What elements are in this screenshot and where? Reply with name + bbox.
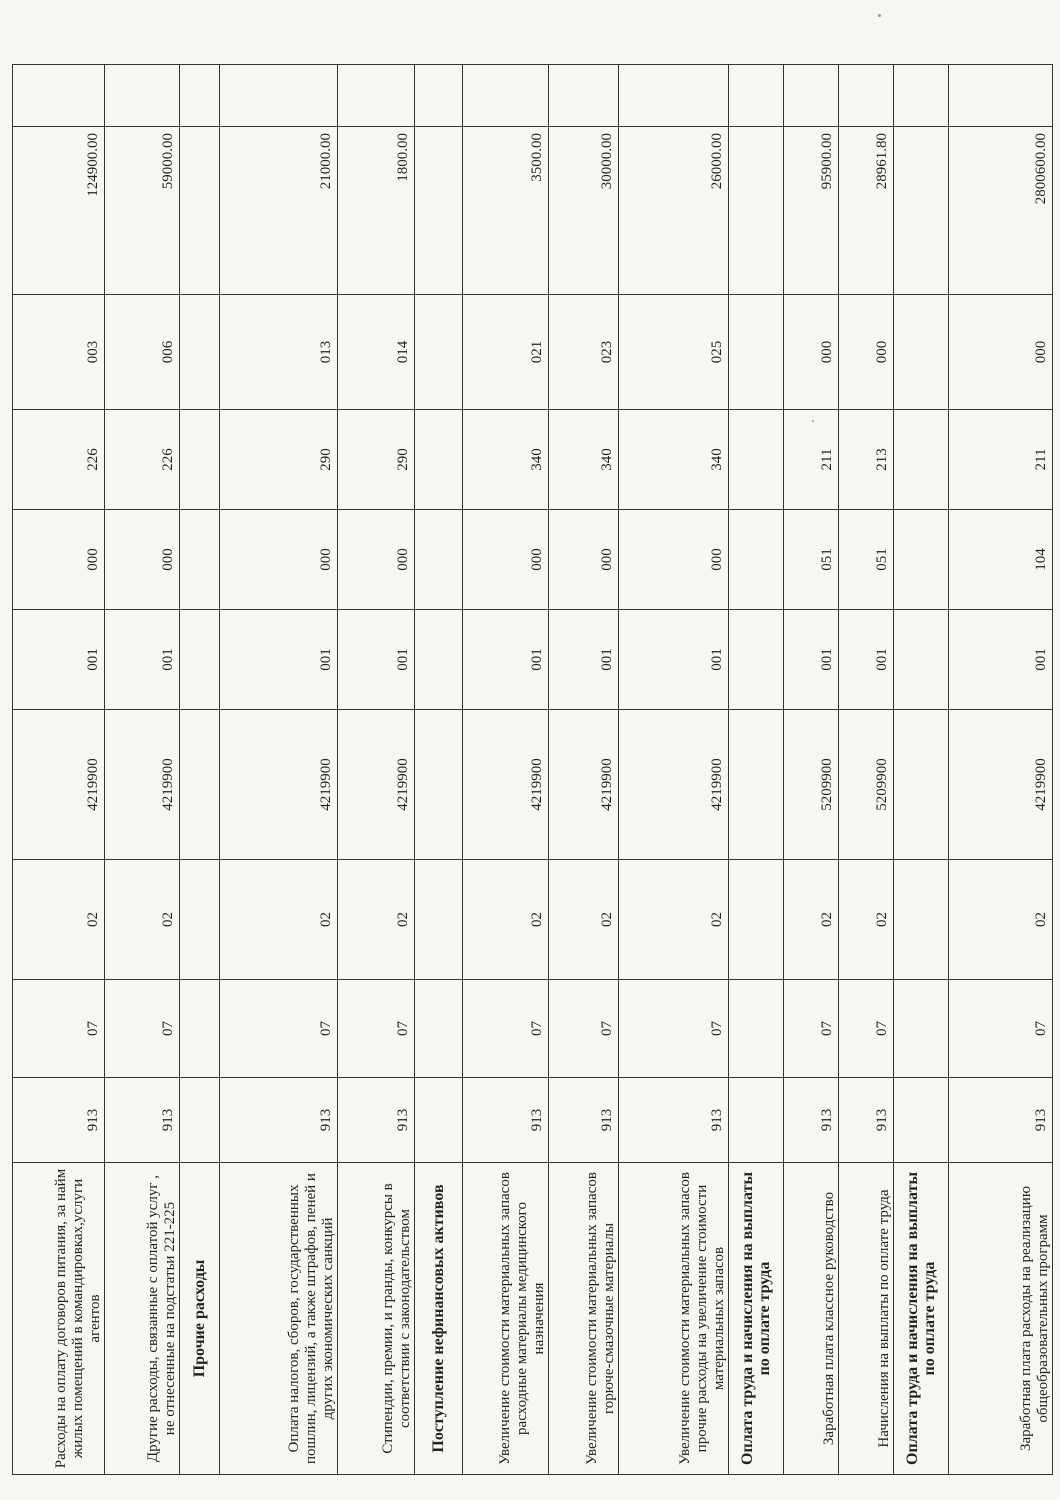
cell-empty bbox=[549, 65, 619, 127]
cell-kosgu: 213 bbox=[839, 410, 894, 510]
cell-empty bbox=[784, 65, 839, 127]
cell-ministry: 913 bbox=[784, 1078, 839, 1163]
cell-sub: 025 bbox=[619, 295, 729, 410]
cell-kvr: 001 bbox=[105, 610, 180, 710]
cell-empty bbox=[839, 65, 894, 127]
row-name: Оплата налогов, сборов, государственных пошлин, лицензий, а также штрафов, пеней и других экономических санкций bbox=[220, 1163, 338, 1475]
cell-sub: 023 bbox=[549, 295, 619, 410]
table-row bbox=[220, 65, 338, 1475]
table-row bbox=[619, 65, 729, 1475]
cell-sub: 014 bbox=[338, 295, 415, 410]
cell-sub: 000 bbox=[949, 295, 1053, 410]
cell-ministry: 913 bbox=[105, 1078, 180, 1163]
cell-subsection: 02 bbox=[13, 860, 105, 980]
cell-subsection: 02 bbox=[619, 860, 729, 980]
cell-empty bbox=[619, 65, 729, 127]
cell-code: 000 bbox=[463, 510, 549, 610]
cell-target: 4219900 bbox=[105, 710, 180, 860]
cell-subsection: 02 bbox=[220, 860, 338, 980]
cell-code: 000 bbox=[105, 510, 180, 610]
cell-target: 4219900 bbox=[338, 710, 415, 860]
cell-ministry: 913 bbox=[13, 1078, 105, 1163]
cell-sub: 003 bbox=[13, 295, 105, 410]
cell-sub: 000 bbox=[784, 295, 839, 410]
cell-code: 000 bbox=[338, 510, 415, 610]
cell-kosgu: 340 bbox=[619, 410, 729, 510]
cell-empty bbox=[463, 65, 549, 127]
row-name: Поступление нефинансовых активов bbox=[415, 1163, 463, 1475]
cell-subsection: 02 bbox=[549, 860, 619, 980]
row-name: Оплата труда и начисления на выплаты по оплате труда bbox=[894, 1163, 949, 1475]
cell-amount: 1800.00 bbox=[338, 127, 415, 295]
row-name: Начисления на выплаты по оплате труда bbox=[839, 1163, 894, 1475]
table-row bbox=[839, 65, 894, 1475]
table-row bbox=[784, 65, 839, 1475]
cell-subsection: 02 bbox=[105, 860, 180, 980]
row-name: Увеличение стоимости материальных запасов горюче-смазочные материалы bbox=[549, 1163, 619, 1475]
cell-target: 4219900 bbox=[463, 710, 549, 860]
cell-target: 4219900 bbox=[549, 710, 619, 860]
table-row bbox=[949, 65, 1053, 1475]
table-row bbox=[549, 65, 619, 1475]
cell-section: 07 bbox=[13, 980, 105, 1078]
cell-section: 07 bbox=[949, 980, 1053, 1078]
cell-subsection: 02 bbox=[784, 860, 839, 980]
cell-amount: 21000.00 bbox=[220, 127, 338, 295]
cell-section: 07 bbox=[105, 980, 180, 1078]
row-name: Увеличение стоимости материальных запасов расходные материалы медицинского назначения bbox=[463, 1163, 549, 1475]
cell-sub: 006 bbox=[105, 295, 180, 410]
cell-kosgu: 211 bbox=[949, 410, 1053, 510]
cell-kvr: 001 bbox=[220, 610, 338, 710]
row-name: Увеличение стоимости материальных запасов прочие расходы на увеличение стоимости материальных запасов bbox=[619, 1163, 729, 1475]
table-row bbox=[729, 65, 784, 1475]
cell-ministry: 913 bbox=[619, 1078, 729, 1163]
cell-kvr: 001 bbox=[839, 610, 894, 710]
scan-speck bbox=[878, 14, 881, 17]
cell-ministry: 913 bbox=[338, 1078, 415, 1163]
cell-target: 4219900 bbox=[13, 710, 105, 860]
table-row bbox=[338, 65, 415, 1475]
cell-kosgu: 340 bbox=[463, 410, 549, 510]
cell-ministry: 913 bbox=[549, 1078, 619, 1163]
cell-sub: 013 bbox=[220, 295, 338, 410]
cell-code: 051 bbox=[839, 510, 894, 610]
cell-kvr: 001 bbox=[338, 610, 415, 710]
table-body bbox=[13, 65, 1053, 1475]
cell-amount: 95900.00 bbox=[784, 127, 839, 295]
cell-code: 000 bbox=[13, 510, 105, 610]
cell-kosgu: 290 bbox=[220, 410, 338, 510]
cell-subsection: 02 bbox=[338, 860, 415, 980]
cell-sub: 021 bbox=[463, 295, 549, 410]
cell-code: 000 bbox=[619, 510, 729, 610]
row-name: Заработная плата классное руководство bbox=[784, 1163, 839, 1475]
cell-subsection: 02 bbox=[949, 860, 1053, 980]
cell-amount: 2800600.00 bbox=[949, 127, 1053, 295]
cell-kvr: 001 bbox=[949, 610, 1053, 710]
row-name: Оплата труда и начисления на выплаты по оплате труда bbox=[729, 1163, 784, 1475]
cell-empty bbox=[338, 65, 415, 127]
cell-section: 07 bbox=[463, 980, 549, 1078]
cell-amount: 28961.80 bbox=[839, 127, 894, 295]
cell-code: 000 bbox=[220, 510, 338, 610]
cell-code: 104 bbox=[949, 510, 1053, 610]
cell-section: 07 bbox=[338, 980, 415, 1078]
table-row bbox=[415, 65, 463, 1475]
cell-section: 07 bbox=[839, 980, 894, 1078]
cell-ministry: 913 bbox=[463, 1078, 549, 1163]
cell-target: 5209900 bbox=[839, 710, 894, 860]
row-name: Другие расходы, связанные с оплатой услуг , не отнесенные на подстатьи 221-225 bbox=[105, 1163, 180, 1475]
cell-kvr: 001 bbox=[13, 610, 105, 710]
cell-empty bbox=[105, 65, 180, 127]
cell-target: 4219900 bbox=[220, 710, 338, 860]
row-name: Прочие расходы bbox=[180, 1163, 220, 1475]
cell-amount: 26000.00 bbox=[619, 127, 729, 295]
cell-amount: 59000.00 bbox=[105, 127, 180, 295]
cell-section: 07 bbox=[220, 980, 338, 1078]
cell-kosgu: 211 bbox=[784, 410, 839, 510]
cell-kosgu: 226 bbox=[105, 410, 180, 510]
cell-section: 07 bbox=[549, 980, 619, 1078]
cell-subsection: 02 bbox=[463, 860, 549, 980]
cell-subsection: 02 bbox=[839, 860, 894, 980]
cell-kvr: 001 bbox=[463, 610, 549, 710]
cell-target: 5209900 bbox=[784, 710, 839, 860]
cell-section: 07 bbox=[784, 980, 839, 1078]
cell-ministry: 913 bbox=[220, 1078, 338, 1163]
cell-code: 051 bbox=[784, 510, 839, 610]
row-name: Расходы на оплату договоров питания, за найм жилых помещений в командировках,услуги агентов bbox=[13, 1163, 105, 1475]
table-row bbox=[463, 65, 549, 1475]
cell-kvr: 001 bbox=[619, 610, 729, 710]
cell-kvr: 001 bbox=[784, 610, 839, 710]
cell-amount: 3500.00 bbox=[463, 127, 549, 295]
table-row bbox=[894, 65, 949, 1475]
cell-empty bbox=[949, 65, 1053, 127]
cell-target: 4219900 bbox=[949, 710, 1053, 860]
cell-empty bbox=[220, 65, 338, 127]
cell-ministry: 913 bbox=[839, 1078, 894, 1163]
row-name: Стипендии, премии, и гранды, конкурсы в соответствии с законодательством bbox=[338, 1163, 415, 1475]
row-name: Заработная плата расходы на реализацию общеобразовательных программ bbox=[949, 1163, 1053, 1475]
cell-target: 4219900 bbox=[619, 710, 729, 860]
table-row bbox=[180, 65, 220, 1475]
table-row bbox=[13, 65, 105, 1475]
cell-code: 000 bbox=[549, 510, 619, 610]
cell-empty bbox=[13, 65, 105, 127]
cell-ministry: 913 bbox=[949, 1078, 1053, 1163]
cell-section: 07 bbox=[619, 980, 729, 1078]
cell-amount: 30000.00 bbox=[549, 127, 619, 295]
rotated-table-wrapper bbox=[12, 65, 1052, 1475]
cell-kvr: 001 bbox=[549, 610, 619, 710]
budget-table bbox=[12, 64, 1053, 1475]
cell-sub: 000 bbox=[839, 295, 894, 410]
table-row bbox=[105, 65, 180, 1475]
cell-kosgu: 290 bbox=[338, 410, 415, 510]
cell-kosgu: 340 bbox=[549, 410, 619, 510]
cell-kosgu: 226 bbox=[13, 410, 105, 510]
cell-amount: 124900.00 bbox=[13, 127, 105, 295]
